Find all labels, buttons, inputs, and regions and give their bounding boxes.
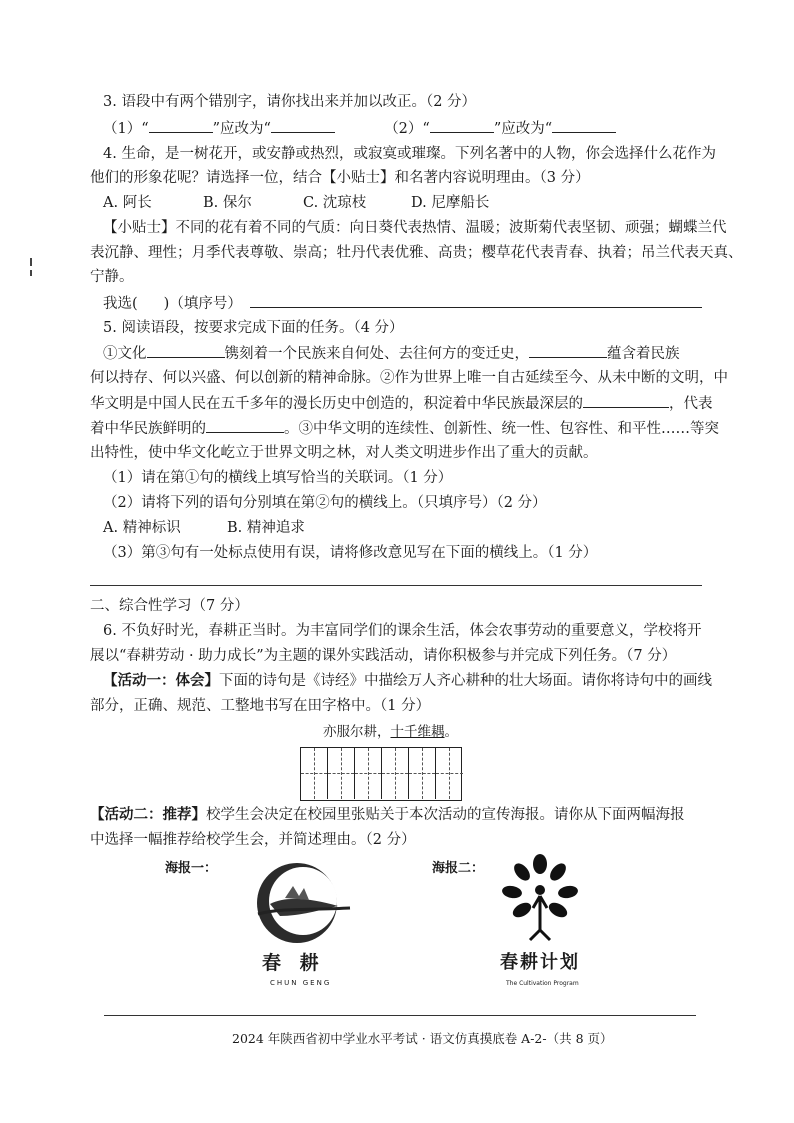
- activity-2-line1: 【活动二：推荐】校学生会决定在校园里张贴关于本次活动的宣传海报。请你从下面两幅海报: [90, 806, 685, 823]
- poem-underlined: 十千维耦: [390, 724, 445, 740]
- q3-stem: 3. 语段中有两个错别字，请你找出来并加以改正。（2 分）: [103, 94, 477, 110]
- tianzige-grid[interactable]: [300, 747, 462, 801]
- poster-1-label: 海报一：: [165, 861, 218, 876]
- poster-2-image: [500, 852, 580, 942]
- binding-mark: [30, 270, 32, 276]
- q5-sub2: （2）请将下列的语句分别填在第②句的横线上。（只填序号）（2 分）: [103, 495, 547, 511]
- page-footer: 2024 年陕西省初中学业水平考试 · 语文仿真摸底卷 A-2-（共 8 页）: [232, 1031, 613, 1046]
- q5-passage-line2: 何以持存、何以兴盛、何以创新的精神命脉。②作为世界上唯一自古延续至今、从未中断的文明，中: [90, 370, 728, 386]
- tianzige-cell[interactable]: [355, 748, 382, 799]
- tianzige-cell[interactable]: [409, 748, 436, 799]
- q5-passage-line4: 着中华民族鲜明的 。③中华文明的连续性、创新性、统一性、包容性、和平性……等突: [90, 418, 719, 439]
- q3-blanks: （1）“ ”应改为“ （2）“ ”应改为“: [103, 118, 616, 139]
- poster-1-image: [240, 858, 355, 948]
- q4-choice: 我选( )（填序号）: [103, 293, 702, 314]
- poster-2-subtitle: The Cultivation Program: [506, 980, 579, 987]
- q4-option-d: D. 尼摩船长: [411, 195, 490, 211]
- q5-option-b: B. 精神追求: [227, 520, 305, 536]
- q5-blank-1a[interactable]: [147, 343, 225, 358]
- q5-blank-2a[interactable]: [583, 393, 669, 408]
- q5-sub2-options: [103, 518, 305, 538]
- poster-1-title: 春 耕: [262, 952, 325, 974]
- section-2-heading: 二、综合性学习（7 分）: [90, 598, 249, 614]
- q5-passage-line1: ①文化 镌刻着一个民族来自何处、去往何方的变迁史， 蕴含着民族: [103, 343, 680, 364]
- poster-2-title: 春耕计划: [500, 952, 580, 973]
- tianzige-cell[interactable]: [436, 748, 463, 799]
- q4-stem-line1: 4. 生命，是一树花开，或安静或热烈，或寂寞或璀璨。下列名著中的人物，你会选择什么花作为: [103, 146, 716, 162]
- q4-stem-line2: 他们的形象花呢？请选择一位，结合【小贴士】和名著内容说明理由。（3 分）: [90, 170, 590, 186]
- q5-answer-line[interactable]: [90, 585, 702, 586]
- q3-blank-1a[interactable]: [149, 118, 213, 133]
- q4-tip-line2: 表沉静、理性；月季代表尊敬、崇高；牡丹代表优雅、高贵；樱草花代表青春、执着；吊兰代表天真、: [90, 245, 743, 261]
- footer-rule: [104, 1015, 696, 1016]
- q3-blank-2a[interactable]: [430, 118, 494, 133]
- activity-1-label: 【活动一：体会】: [103, 672, 219, 689]
- tianzige-cell[interactable]: [301, 748, 328, 799]
- q4-answer-line[interactable]: [250, 293, 702, 308]
- q5-sub1: （1）请在第①句的横线上填写恰当的关联词。（1 分）: [103, 470, 453, 486]
- activity-1-line2: 部分，正确、规范、工整地书写在田字格中。（1 分）: [90, 698, 431, 714]
- binding-mark: [30, 258, 32, 266]
- q5-blank-2b[interactable]: [206, 418, 284, 433]
- q4-tip-line1: 【小贴士】不同的花有着不同的气质：向日葵代表热情、温暖；波斯菊代表坚韧、顽强；蝴蝶兰代: [103, 220, 727, 236]
- poem-line: 亦服尔耕，十千维耦。: [323, 724, 458, 740]
- activity-2-label: 【活动二：推荐】: [90, 806, 206, 823]
- q3-blank-2b[interactable]: [552, 118, 616, 133]
- q3-blank-1b[interactable]: [271, 118, 335, 133]
- q4-option-b: B. 保尔: [203, 195, 252, 211]
- q6-line1: 6. 不负好时光，春耕正当时。为丰富同学们的课余生活，体会农事劳动的重要意义，学校将开: [103, 623, 702, 639]
- q5-option-a: A. 精神标识: [103, 520, 181, 536]
- poster-1-subtitle: CHUN GENG: [270, 979, 332, 987]
- q5-blank-1b[interactable]: [529, 343, 607, 358]
- activity-1-line1: 【活动一：体会】下面的诗句是《诗经》中描绘万人齐心耕种的壮大场面。请你将诗句中的画线: [103, 672, 712, 689]
- tianzige-cell[interactable]: [382, 748, 409, 799]
- q5-passage-line5: 出特性，使中华文化屹立于世界文明之林，对人类文明进步作出了重大的贡献。: [90, 445, 598, 461]
- q4-options: [103, 193, 489, 213]
- poster-2-label: 海报二：: [432, 861, 485, 876]
- q4-option-a: A. 阿长: [103, 195, 152, 211]
- q4-tip-line3: 宁静。: [90, 269, 134, 285]
- q5-passage-line3: 华文明是中国人民在五千多年的漫长历史中创造的，积淀着中华民族最深层的 ，代表: [90, 393, 713, 414]
- activity-2-line2: 中选择一幅推荐给校学生会，并简述理由。（2 分）: [90, 832, 416, 848]
- q6-line2: 展以“春耕劳动 · 助力成长”为主题的课外实践活动，请你积极参与并完成下列任务。（7 分）: [90, 648, 677, 664]
- q5-stem: 5. 阅读语段，按要求完成下面的任务。（4 分）: [103, 320, 404, 336]
- tianzige-cell[interactable]: [328, 748, 355, 799]
- q5-sub3: （3）第③句有一处标点使用有误，请将修改意见写在下面的横线上。（1 分）: [103, 545, 598, 561]
- q4-option-c: C. 沈琼枝: [303, 195, 367, 211]
